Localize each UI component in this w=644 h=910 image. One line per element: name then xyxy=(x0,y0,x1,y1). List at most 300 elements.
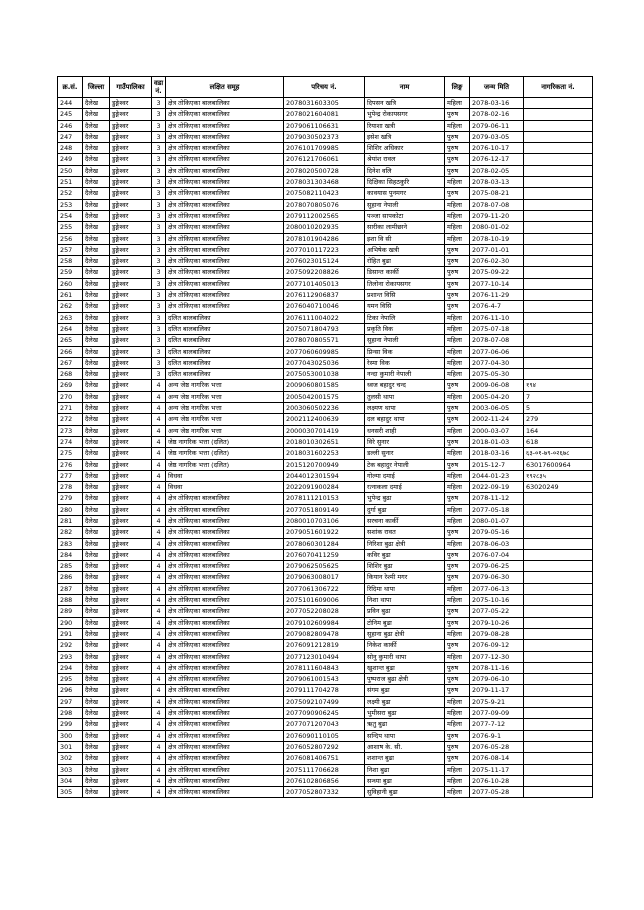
cell-birth-date: 2079-03-05 xyxy=(470,131,524,142)
cell-citizenship-number xyxy=(524,335,593,346)
table-row xyxy=(58,143,593,154)
cell-birth-date: 2078-03-13 xyxy=(470,177,524,188)
cell-citizenship-number xyxy=(524,131,593,142)
cell-citizenship-number xyxy=(524,741,593,752)
cell-name: पञ्जा सापकोटा xyxy=(365,210,445,221)
cell-ward: 3 xyxy=(152,154,166,165)
cell-municipality: डुङ्गेश्वर xyxy=(110,357,152,368)
cell-serial: 255 xyxy=(58,222,83,233)
table-row xyxy=(58,278,593,289)
cell-birth-date: 2044-01-23 xyxy=(470,470,524,481)
cell-name: सन्ध्या बुढा xyxy=(365,775,445,786)
cell-serial: 284 xyxy=(58,549,83,560)
cell-municipality: डुङ्गेश्वर xyxy=(110,741,152,752)
table-row xyxy=(58,448,593,459)
table-row xyxy=(58,357,593,368)
cell-id-number: 2018010302651 xyxy=(284,436,365,447)
table-row xyxy=(58,188,593,199)
cell-birth-date: 2075-9-21 xyxy=(470,696,524,707)
cell-municipality: डुङ्गेश्वर xyxy=(110,708,152,719)
cell-serial: 303 xyxy=(58,764,83,775)
cell-target-group: क्षेत्र तोकिएका बालबालिका xyxy=(166,278,284,289)
cell-id-number: 2003060502236 xyxy=(284,403,365,414)
cell-name: ऋतु बुढा xyxy=(365,719,445,730)
cell-citizenship-number: ६३-०१-७९-०२६७८ xyxy=(524,448,593,459)
cell-name: ध्वज बहादुर चन्द xyxy=(365,380,445,391)
cell-ward: 3 xyxy=(152,199,166,210)
cell-birth-date: 2077-10-14 xyxy=(470,278,524,289)
cell-name: रेस्मा विक xyxy=(365,357,445,368)
cell-district: दैलेख xyxy=(83,504,110,515)
cell-birth-date: 2075-11-17 xyxy=(470,764,524,775)
table-row xyxy=(58,515,593,526)
cell-target-group: दलित बालबालिका xyxy=(166,346,284,357)
cell-ward: 4 xyxy=(152,515,166,526)
cell-name: शशान्त बुढा xyxy=(365,753,445,764)
cell-birth-date: 2076-10-28 xyxy=(470,775,524,786)
cell-ward: 4 xyxy=(152,696,166,707)
cell-serial: 276 xyxy=(58,459,83,470)
cell-serial: 265 xyxy=(58,335,83,346)
cell-district: दैलेख xyxy=(83,403,110,414)
cell-serial: 264 xyxy=(58,323,83,334)
cell-target-group: क्षेत्र तोकिएका बालबालिका xyxy=(166,504,284,515)
cell-target-group: क्षेत्र तोकिएका बालबालिका xyxy=(166,651,284,662)
table-row xyxy=(58,708,593,719)
cell-gender: पुरुष xyxy=(445,685,470,696)
cell-id-number: 2079051601922 xyxy=(284,527,365,538)
cell-name: टिका नेपालि xyxy=(365,312,445,323)
table-header-row xyxy=(58,77,593,98)
table-row xyxy=(58,561,593,572)
cell-district: दैलेख xyxy=(83,482,110,493)
cell-municipality: डुङ्गेश्वर xyxy=(110,143,152,154)
cell-id-number: 2078070805076 xyxy=(284,199,365,210)
table-row xyxy=(58,98,593,109)
cell-gender: पुरुष xyxy=(445,561,470,572)
cell-citizenship-number: 5 xyxy=(524,403,593,414)
cell-ward: 4 xyxy=(152,459,166,470)
cell-birth-date: 2000-03-07 xyxy=(470,425,524,436)
cell-name: नन्दा कुमारी नेपाली xyxy=(365,369,445,380)
cell-municipality: डुङ्गेश्वर xyxy=(110,267,152,278)
cell-municipality: डुङ्गेश्वर xyxy=(110,369,152,380)
cell-citizenship-number xyxy=(524,177,593,188)
table-row xyxy=(58,131,593,142)
cell-district: दैलेख xyxy=(83,459,110,470)
cell-birth-date: 2022-09-19 xyxy=(470,482,524,493)
cell-id-number: 2080010703106 xyxy=(284,515,365,526)
cell-citizenship-number xyxy=(524,549,593,560)
cell-serial: 278 xyxy=(58,482,83,493)
cell-district: दैलेख xyxy=(83,165,110,176)
cell-id-number: 2075092107499 xyxy=(284,696,365,707)
cell-id-number: 2079030502373 xyxy=(284,131,365,142)
cell-ward: 4 xyxy=(152,504,166,515)
cell-id-number: 2077060609985 xyxy=(284,346,365,357)
table-row xyxy=(58,391,593,402)
cell-birth-date: 2078-11-12 xyxy=(470,493,524,504)
header-id-number: परिचय नं. xyxy=(284,77,365,98)
cell-ward: 4 xyxy=(152,572,166,583)
cell-gender: पुरुष xyxy=(445,493,470,504)
cell-district: दैलेख xyxy=(83,775,110,786)
cell-birth-date: 2078-07-08 xyxy=(470,199,524,210)
cell-birth-date: 2075-05-30 xyxy=(470,369,524,380)
cell-ward: 4 xyxy=(152,651,166,662)
cell-ward: 4 xyxy=(152,764,166,775)
cell-municipality: डुङ्गेश्वर xyxy=(110,561,152,572)
cell-birth-date: 2077-06-13 xyxy=(470,583,524,594)
cell-name: प्रशान्त विसि xyxy=(365,290,445,301)
table-row xyxy=(58,730,593,741)
cell-citizenship-number xyxy=(524,369,593,380)
header-serial: क्र.सं. xyxy=(58,77,83,98)
cell-municipality: डुङ्गेश्वर xyxy=(110,177,152,188)
cell-id-number: 2078031303468 xyxy=(284,177,365,188)
cell-target-group: क्षेत्र तोकिएका बालबालिका xyxy=(166,730,284,741)
table-row xyxy=(58,244,593,255)
cell-district: दैलेख xyxy=(83,267,110,278)
cell-ward: 3 xyxy=(152,357,166,368)
cell-citizenship-number xyxy=(524,210,593,221)
cell-district: दैलेख xyxy=(83,640,110,651)
cell-serial: 305 xyxy=(58,787,83,798)
cell-birth-date: 2077-09-09 xyxy=(470,708,524,719)
cell-municipality: डुङ्गेश्वर xyxy=(110,131,152,142)
cell-citizenship-number xyxy=(524,606,593,617)
cell-district: दैलेख xyxy=(83,177,110,188)
cell-target-group: क्षेत्र तोकिएका बालबालिका xyxy=(166,154,284,165)
cell-gender: पुरुष xyxy=(445,403,470,414)
cell-name: दिनेश वलि xyxy=(365,165,445,176)
cell-serial: 267 xyxy=(58,357,83,368)
cell-target-group: क्षेत्र तोकिएका बालबालिका xyxy=(166,120,284,131)
cell-municipality: डुङ्गेश्वर xyxy=(110,436,152,447)
cell-id-number: 2078111604843 xyxy=(284,662,365,673)
cell-ward: 3 xyxy=(152,120,166,131)
cell-district: दैलेख xyxy=(83,154,110,165)
cell-target-group: क्षेत्र तोकिएका बालबालिका xyxy=(166,301,284,312)
cell-municipality: डुङ्गेश्वर xyxy=(110,301,152,312)
cell-target-group: दलित बालबालिका xyxy=(166,369,284,380)
cell-birth-date: 2076-10-17 xyxy=(470,143,524,154)
beneficiary-table xyxy=(57,76,593,798)
cell-district: दैलेख xyxy=(83,583,110,594)
cell-gender: महिला xyxy=(445,764,470,775)
cell-citizenship-number xyxy=(524,346,593,357)
cell-target-group: क्षेत्र तोकिएका बालबालिका xyxy=(166,595,284,606)
cell-name: गोल्मा दमाई xyxy=(365,470,445,481)
cell-birth-date: 2078-03-16 xyxy=(470,98,524,109)
cell-municipality: डुङ्गेश्वर xyxy=(110,662,152,673)
cell-municipality: डुङ्गेश्वर xyxy=(110,493,152,504)
cell-name: रत्नाकला दमाई xyxy=(365,482,445,493)
table-row xyxy=(58,177,593,188)
cell-name: पुष्पराज बुढा क्षेत्री xyxy=(365,674,445,685)
cell-id-number: 2075111706628 xyxy=(284,764,365,775)
cell-district: दैलेख xyxy=(83,628,110,639)
cell-target-group: क्षेत्र तोकिएका बालबालिका xyxy=(166,549,284,560)
cell-municipality: डुङ्गेश्वर xyxy=(110,312,152,323)
cell-ward: 3 xyxy=(152,346,166,357)
cell-target-group: जेष्ठ नागरिक भत्ता (दलित) xyxy=(166,436,284,447)
cell-municipality: डुङ्गेश्वर xyxy=(110,685,152,696)
cell-ward: 3 xyxy=(152,233,166,244)
cell-name: निशा थापा xyxy=(365,595,445,606)
cell-gender: महिला xyxy=(445,323,470,334)
cell-name: प्रिन्सा विक xyxy=(365,346,445,357)
cell-ward: 3 xyxy=(152,188,166,199)
cell-birth-date: 2076-11-10 xyxy=(470,312,524,323)
cell-gender: महिला xyxy=(445,357,470,368)
cell-district: दैलेख xyxy=(83,256,110,267)
cell-serial: 271 xyxy=(58,403,83,414)
cell-ward: 3 xyxy=(152,131,166,142)
cell-target-group: क्षेत्र तोकिएका बालबालिका xyxy=(166,753,284,764)
cell-id-number: 2076040710046 xyxy=(284,301,365,312)
cell-serial: 254 xyxy=(58,210,83,221)
cell-municipality: डुङ्गेश्वर xyxy=(110,628,152,639)
cell-ward: 3 xyxy=(152,267,166,278)
cell-citizenship-number xyxy=(524,120,593,131)
header-ward: वडा नं. xyxy=(152,77,166,98)
cell-id-number: 2078021604081 xyxy=(284,109,365,120)
cell-citizenship-number xyxy=(524,651,593,662)
cell-id-number: 2000030701419 xyxy=(284,425,365,436)
cell-citizenship-number: १९२८३५ xyxy=(524,470,593,481)
cell-ward: 3 xyxy=(152,210,166,221)
cell-ward: 3 xyxy=(152,143,166,154)
cell-birth-date: 2015-12-7 xyxy=(470,459,524,470)
cell-birth-date: 2077-05-28 xyxy=(470,787,524,798)
cell-district: दैलेख xyxy=(83,335,110,346)
cell-citizenship-number xyxy=(524,504,593,515)
table-row xyxy=(58,538,593,549)
cell-ward: 3 xyxy=(152,323,166,334)
cell-gender: पुरुष xyxy=(445,109,470,120)
cell-district: दैलेख xyxy=(83,222,110,233)
table-row xyxy=(58,210,593,221)
cell-target-group: क्षेत्र तोकिएका बालबालिका xyxy=(166,764,284,775)
cell-id-number: 2076052807292 xyxy=(284,741,365,752)
cell-citizenship-number xyxy=(524,301,593,312)
cell-birth-date: 2076-07-04 xyxy=(470,549,524,560)
cell-district: दैलेख xyxy=(83,233,110,244)
cell-municipality: डुङ्गेश्वर xyxy=(110,403,152,414)
cell-citizenship-number: 279 xyxy=(524,414,593,425)
cell-target-group: क्षेत्र तोकिएका बालबालिका xyxy=(166,538,284,549)
cell-birth-date: 2076-08-14 xyxy=(470,753,524,764)
cell-gender: पुरुष xyxy=(445,301,470,312)
table-row xyxy=(58,696,593,707)
cell-name: निरिशा बुढा क्षेत्री xyxy=(365,538,445,549)
table-row xyxy=(58,640,593,651)
table-row xyxy=(58,380,593,391)
cell-serial: 257 xyxy=(58,244,83,255)
cell-target-group: क्षेत्र तोकिएका बालबालिका xyxy=(166,131,284,142)
cell-district: दैलेख xyxy=(83,617,110,628)
table-row xyxy=(58,233,593,244)
cell-gender: पुरुष xyxy=(445,188,470,199)
cell-target-group: क्षेत्र तोकिएका बालबालिका xyxy=(166,572,284,583)
cell-district: दैलेख xyxy=(83,515,110,526)
cell-birth-date: 2076-02-30 xyxy=(470,256,524,267)
cell-name: कविर बुढा xyxy=(365,549,445,560)
cell-citizenship-number xyxy=(524,493,593,504)
cell-municipality: डुङ्गेश्वर xyxy=(110,244,152,255)
cell-municipality: डुङ्गेश्वर xyxy=(110,154,152,165)
cell-target-group: क्षेत्र तोकिएका बालबालिका xyxy=(166,775,284,786)
cell-citizenship-number xyxy=(524,685,593,696)
cell-citizenship-number xyxy=(524,109,593,120)
cell-birth-date: 2080-01-07 xyxy=(470,515,524,526)
cell-birth-date: 2079-11-17 xyxy=(470,685,524,696)
cell-serial: 246 xyxy=(58,120,83,131)
cell-name: दिक्षिका सिहठकुरि xyxy=(365,177,445,188)
cell-citizenship-number: 7 xyxy=(524,391,593,402)
cell-district: दैलेख xyxy=(83,730,110,741)
cell-name: सुहाना बुढा क्षेत्री xyxy=(365,628,445,639)
cell-ward: 4 xyxy=(152,674,166,685)
cell-district: दैलेख xyxy=(83,380,110,391)
cell-ward: 4 xyxy=(152,708,166,719)
cell-gender: पुरुष xyxy=(445,617,470,628)
cell-name: प्रविन बुढा xyxy=(365,606,445,617)
cell-municipality: डुङ्गेश्वर xyxy=(110,674,152,685)
header-birth-date: जन्म मिति xyxy=(470,77,524,98)
cell-citizenship-number xyxy=(524,628,593,639)
cell-target-group: क्षेत्र तोकिएका बालबालिका xyxy=(166,696,284,707)
cell-gender: महिला xyxy=(445,696,470,707)
table-row xyxy=(58,425,593,436)
cell-name: डिसान्त कार्की xyxy=(365,267,445,278)
cell-ward: 4 xyxy=(152,583,166,594)
cell-serial: 279 xyxy=(58,493,83,504)
cell-gender: पुरुष xyxy=(445,143,470,154)
cell-gender: महिला xyxy=(445,98,470,109)
cell-birth-date: 2076-09-12 xyxy=(470,640,524,651)
cell-birth-date: 2076-12-17 xyxy=(470,154,524,165)
cell-district: दैलेख xyxy=(83,143,110,154)
table-row xyxy=(58,775,593,786)
cell-serial: 273 xyxy=(58,425,83,436)
cell-name: सुविहानी बुढा xyxy=(365,787,445,798)
cell-gender: महिला xyxy=(445,335,470,346)
table-row xyxy=(58,753,593,764)
cell-gender: महिला xyxy=(445,538,470,549)
cell-serial: 270 xyxy=(58,391,83,402)
cell-ward: 4 xyxy=(152,493,166,504)
cell-target-group: अन्य जेष्ठ नागरिक भत्ता xyxy=(166,380,284,391)
cell-target-group: दलित बालबालिका xyxy=(166,312,284,323)
cell-citizenship-number xyxy=(524,312,593,323)
cell-birth-date: 2079-05-16 xyxy=(470,527,524,538)
cell-target-group: क्षेत्र तोकिएका बालबालिका xyxy=(166,662,284,673)
cell-target-group: क्षेत्र तोकिएका बालबालिका xyxy=(166,177,284,188)
cell-birth-date: 2018-01-03 xyxy=(470,436,524,447)
cell-gender: महिला xyxy=(445,425,470,436)
cell-citizenship-number xyxy=(524,278,593,289)
cell-birth-date: 2077-01-01 xyxy=(470,244,524,255)
cell-id-number: 2076081406751 xyxy=(284,753,365,764)
cell-district: दैलेख xyxy=(83,369,110,380)
cell-serial: 277 xyxy=(58,470,83,481)
cell-target-group: क्षेत्र तोकिएका बालबालिका xyxy=(166,741,284,752)
cell-serial: 272 xyxy=(58,414,83,425)
cell-gender: महिला xyxy=(445,504,470,515)
cell-gender: पुरुष xyxy=(445,165,470,176)
table-row xyxy=(58,493,593,504)
cell-citizenship-number xyxy=(524,572,593,583)
cell-target-group: क्षेत्र तोकिएका बालबालिका xyxy=(166,143,284,154)
cell-citizenship-number xyxy=(524,256,593,267)
cell-birth-date: 2076-4-7 xyxy=(470,301,524,312)
cell-id-number: 2009060801585 xyxy=(284,380,365,391)
cell-municipality: डुङ्गेश्वर xyxy=(110,719,152,730)
cell-id-number: 2079082809478 xyxy=(284,628,365,639)
cell-name: सन्दिप थापा xyxy=(365,730,445,741)
cell-municipality: डुङ्गेश्वर xyxy=(110,515,152,526)
cell-municipality: डुङ्गेश्वर xyxy=(110,425,152,436)
cell-gender: पुरुष xyxy=(445,549,470,560)
cell-target-group: क्षेत्र तोकिएका बालबालिका xyxy=(166,606,284,617)
cell-ward: 3 xyxy=(152,369,166,380)
cell-birth-date: 2079-06-30 xyxy=(470,572,524,583)
cell-ward: 4 xyxy=(152,391,166,402)
cell-name: सोनु कुमारी थापा xyxy=(365,651,445,662)
cell-gender: पुरुष xyxy=(445,572,470,583)
cell-serial: 262 xyxy=(58,301,83,312)
cell-birth-date: 2078-06-03 xyxy=(470,538,524,549)
cell-id-number: 2077052208028 xyxy=(284,606,365,617)
cell-gender: महिला xyxy=(445,583,470,594)
table-row xyxy=(58,527,593,538)
cell-id-number: 2077051809149 xyxy=(284,504,365,515)
cell-target-group: क्षेत्र तोकिएका बालबालिका xyxy=(166,165,284,176)
cell-ward: 4 xyxy=(152,561,166,572)
cell-serial: 301 xyxy=(58,741,83,752)
cell-name: कियान रेश्मी मगर xyxy=(365,572,445,583)
cell-target-group: क्षेत्र तोकिएका बालबालिका xyxy=(166,244,284,255)
cell-birth-date: 2075-07-18 xyxy=(470,323,524,334)
cell-target-group: क्षेत्र तोकिएका बालबालिका xyxy=(166,515,284,526)
cell-target-group: क्षेत्र तोकिएका बालबालिका xyxy=(166,719,284,730)
cell-serial: 256 xyxy=(58,233,83,244)
table-row xyxy=(58,628,593,639)
cell-gender: महिला xyxy=(445,595,470,606)
cell-citizenship-number xyxy=(524,708,593,719)
cell-municipality: डुङ्गेश्वर xyxy=(110,730,152,741)
cell-name: भुमीसरा बुढा xyxy=(365,708,445,719)
cell-district: दैलेख xyxy=(83,538,110,549)
cell-name: रियाशा खत्री xyxy=(365,120,445,131)
cell-ward: 4 xyxy=(152,730,166,741)
cell-ward: 4 xyxy=(152,753,166,764)
cell-birth-date: 2076-11-29 xyxy=(470,290,524,301)
cell-id-number: 2002112400639 xyxy=(284,414,365,425)
cell-municipality: डुङ्गेश्वर xyxy=(110,459,152,470)
table-row xyxy=(58,165,593,176)
cell-serial: 287 xyxy=(58,583,83,594)
cell-serial: 263 xyxy=(58,312,83,323)
cell-name: टोनिम बुढा xyxy=(365,617,445,628)
cell-target-group: क्षेत्र तोकिएका बालबालिका xyxy=(166,98,284,109)
cell-gender: पुरुष xyxy=(445,154,470,165)
cell-serial: 253 xyxy=(58,199,83,210)
cell-target-group: क्षेत्र तोकिएका बालबालिका xyxy=(166,561,284,572)
cell-district: दैलेख xyxy=(83,188,110,199)
